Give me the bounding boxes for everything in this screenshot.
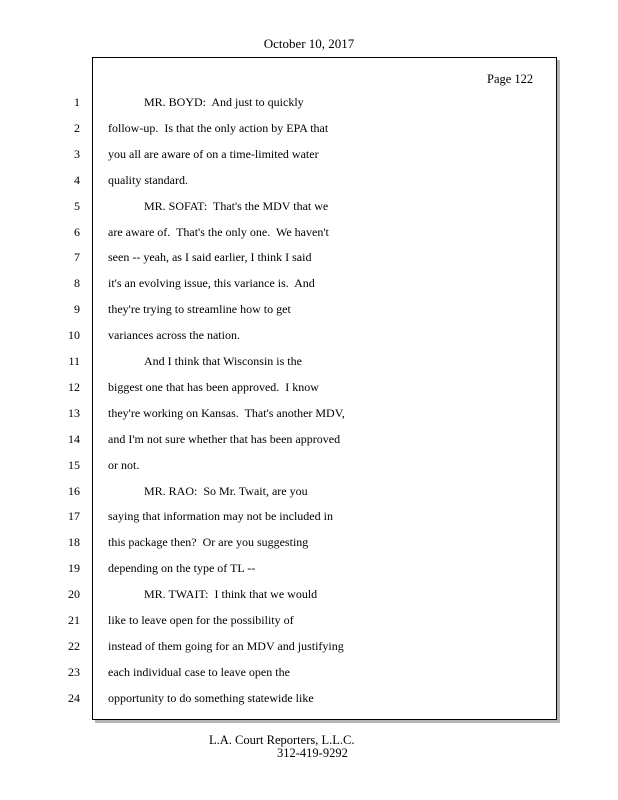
line-number: 23	[68, 665, 80, 679]
line-text: they're trying to streamline how to get	[108, 302, 291, 316]
page-number: Page 122	[487, 72, 534, 86]
line-number: 7	[74, 250, 80, 264]
line-text: variances across the nation.	[108, 328, 240, 342]
line-text: or not.	[108, 458, 140, 472]
line-text: each individual case to leave open the	[108, 665, 290, 679]
line-text: instead of them going for an MDV and justifying	[108, 639, 344, 653]
line-number: 6	[74, 225, 80, 239]
line-text: you all are aware of on a time-limited water	[108, 147, 319, 161]
line-text: opportunity to do something statewide like	[108, 691, 314, 705]
line-text: like to leave open for the possibility of	[108, 613, 294, 627]
line-text: biggest one that has been approved. I know	[108, 380, 319, 394]
line-number: 4	[74, 173, 80, 187]
line-number: 17	[68, 509, 80, 523]
line-text: MR. SOFAT: That's the MDV that we	[144, 199, 329, 213]
line-number: 5	[74, 199, 80, 213]
line-number: 13	[68, 406, 80, 420]
line-text: are aware of. That's the only one. We haven't	[108, 225, 329, 239]
line-text: they're working on Kansas. That's another MDV,	[108, 406, 345, 420]
line-number: 8	[74, 276, 80, 290]
line-number: 15	[68, 458, 80, 472]
line-text: MR. TWAIT: I think that we would	[144, 587, 318, 601]
line-text: saying that information may not be included in	[108, 509, 333, 523]
footer-phone: 312-419-9292	[277, 746, 348, 760]
line-number: 2	[74, 121, 80, 135]
line-text: quality standard.	[108, 173, 188, 187]
line-text: And I think that Wisconsin is the	[144, 354, 302, 368]
line-text: follow-up. Is that the only action by EPA that	[108, 121, 329, 135]
line-text: MR. BOYD: And just to quickly	[144, 95, 304, 109]
line-number: 20	[68, 587, 80, 601]
line-number: 10	[68, 328, 80, 342]
line-number: 14	[68, 432, 80, 446]
line-text: this package then? Or are you suggesting	[108, 535, 309, 549]
line-number: 18	[68, 535, 80, 549]
line-text: it's an evolving issue, this variance is. And	[108, 276, 315, 290]
line-text: depending on the type of TL --	[108, 561, 256, 575]
header-date: October 10, 2017	[263, 36, 355, 51]
line-number: 3	[74, 147, 80, 161]
line-number: 22	[68, 639, 80, 653]
line-text: and I'm not sure whether that has been approved	[108, 432, 341, 446]
footer-company: L.A. Court Reporters, L.L.C.	[209, 733, 355, 747]
line-number: 11	[68, 354, 80, 368]
line-number: 24	[68, 691, 80, 705]
line-number: 9	[74, 302, 80, 316]
line-text: MR. RAO: So Mr. Twait, are you	[144, 484, 308, 498]
line-number: 16	[68, 484, 80, 498]
line-number: 12	[68, 380, 80, 394]
line-text: seen -- yeah, as I said earlier, I think I said	[108, 250, 312, 264]
line-number: 19	[68, 561, 80, 575]
line-number: 1	[74, 95, 80, 109]
line-number: 21	[68, 613, 80, 627]
